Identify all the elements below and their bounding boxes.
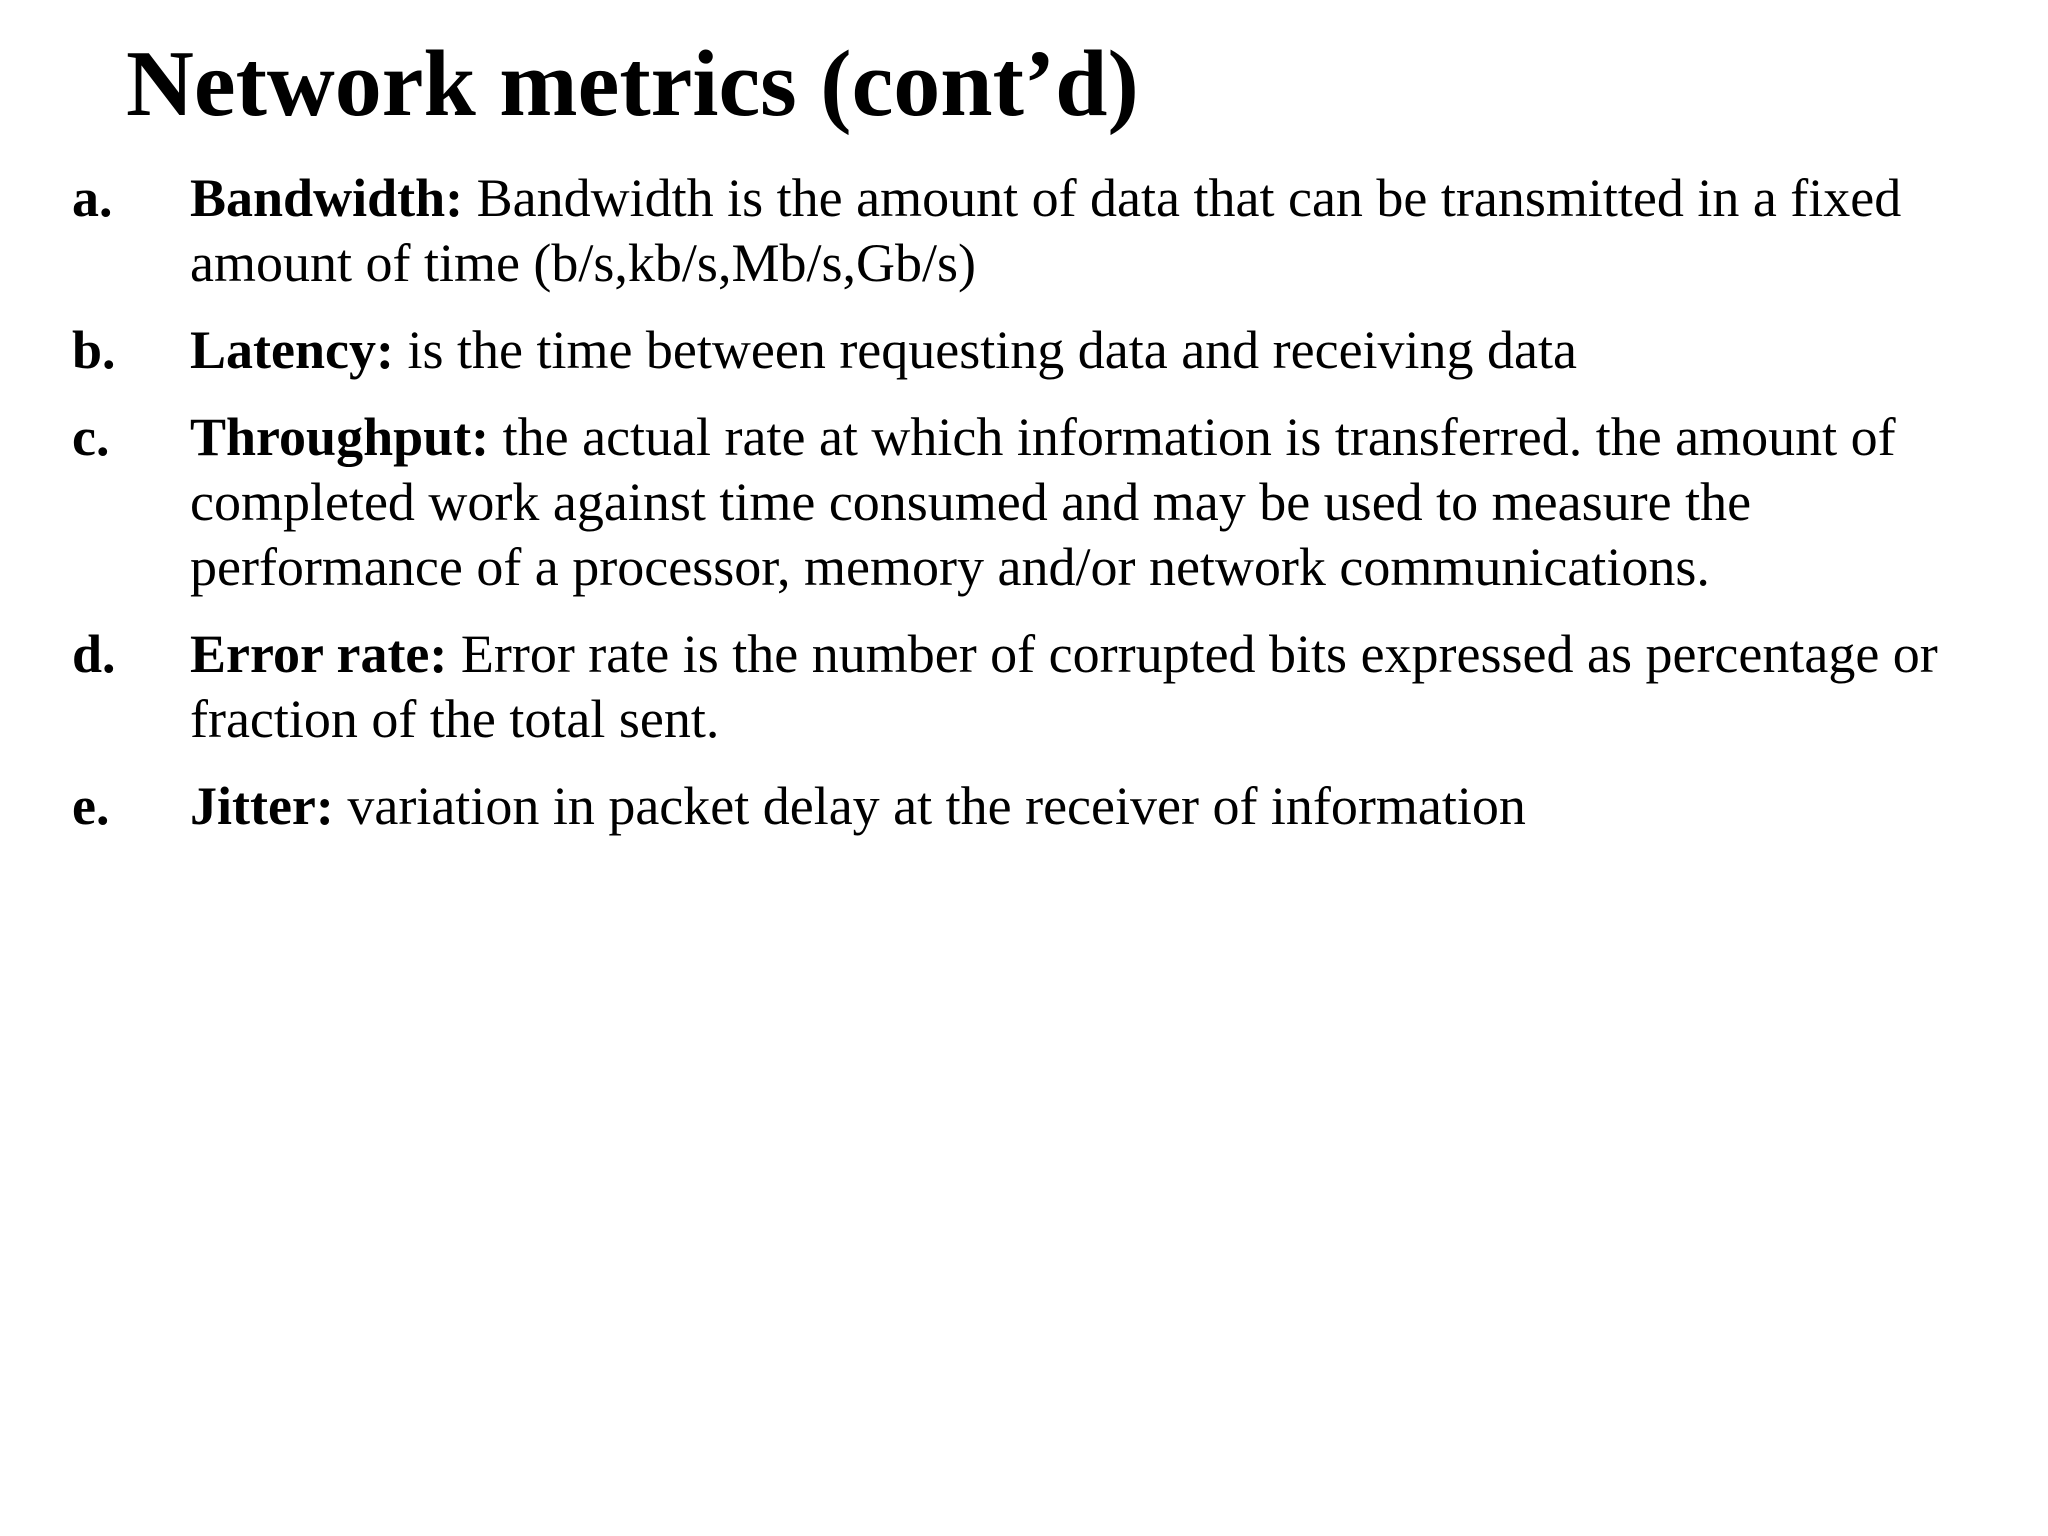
metric-term: Jitter: <box>190 776 334 836</box>
metric-item-error-rate <box>72 622 2012 752</box>
metric-term: Latency: <box>190 320 394 380</box>
slide-title: Network metrics (cont’d) <box>126 32 1139 136</box>
metric-list <box>72 166 2012 861</box>
metric-term: Bandwidth: <box>190 168 464 228</box>
list-marker: c. <box>72 407 110 467</box>
metric-item-latency <box>72 318 2012 383</box>
list-marker: e. <box>72 776 110 836</box>
metric-description: variation in packet delay at the receiver of information <box>347 776 1526 836</box>
list-marker: b. <box>72 320 116 380</box>
metric-description: the actual rate at which information is transferred. the amount of completed work against time consumed and may be used to measure the performance of a processor, memory and/or network communications. <box>190 407 1896 597</box>
metric-term: Throughput: <box>190 407 490 467</box>
metric-description: is the time between requesting data and receiving data <box>407 320 1577 380</box>
list-marker: d. <box>72 624 116 684</box>
list-marker: a. <box>72 168 113 228</box>
metric-description: Bandwidth is the amount of data that can be transmitted in a fixed amount of time (b/s,kb/s,Mb/s,Gb/s) <box>190 168 1902 293</box>
metric-item-bandwidth <box>72 166 2012 296</box>
metric-description: Error rate is the number of corrupted bits expressed as percentage or fraction of the total sent. <box>190 624 1938 749</box>
metric-term: Error rate: <box>190 624 448 684</box>
metric-item-throughput <box>72 405 2012 600</box>
metric-item-jitter <box>72 774 2012 839</box>
